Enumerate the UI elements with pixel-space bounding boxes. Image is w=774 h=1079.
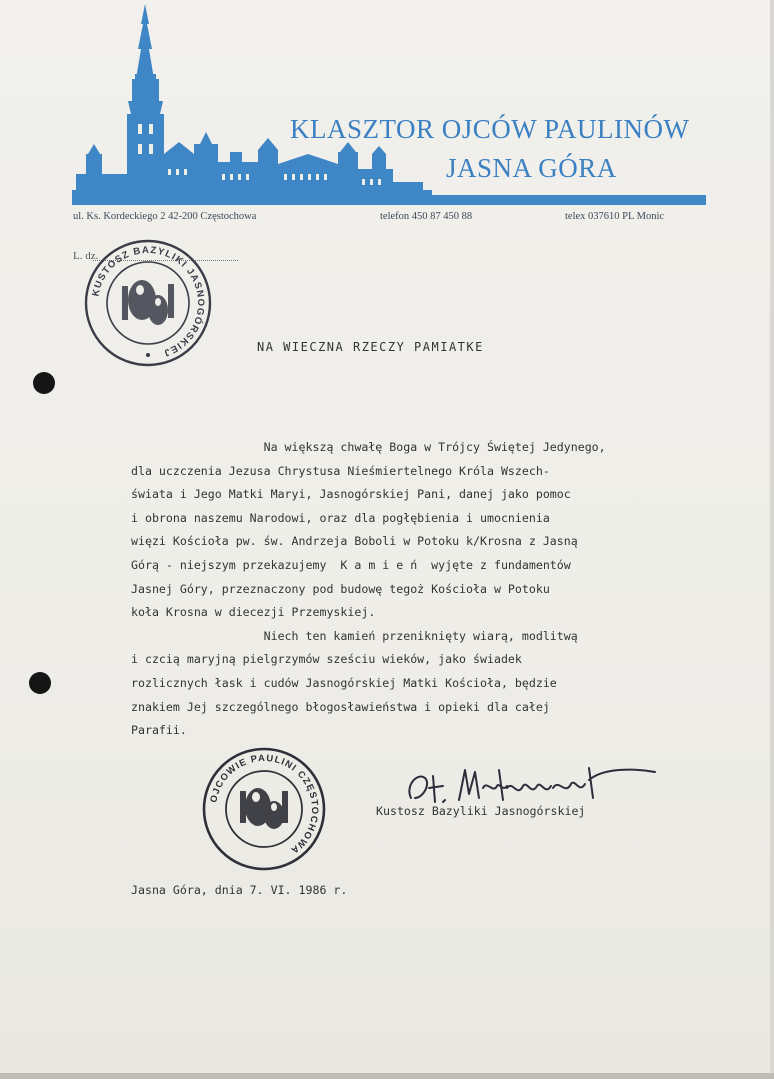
punch-hole-lower xyxy=(29,672,51,694)
punch-hole-upper xyxy=(33,372,55,394)
body-line: koła Krosna w diecezji Przemyskiej. xyxy=(131,605,376,620)
document-date: Jasna Góra, dnia 7. VI. 1986 r. xyxy=(131,883,348,897)
custodian-stamp-top xyxy=(82,238,214,368)
body-line: dla uczczenia Jezusa Chrystusa Nieśmiertelnego Króla Wszech- xyxy=(131,463,550,478)
monastery-stamp-bottom xyxy=(200,745,328,873)
body-line: Parafii. xyxy=(131,723,187,738)
document-body xyxy=(131,436,731,743)
body-line: i obrona naszemu Narodowi, oraz dla pogłębienia i umocnienia xyxy=(131,510,550,525)
signature-caption: Kustosz Bazyliki Jasnogórskiej xyxy=(376,804,586,818)
jasna-gora-monastery-logo xyxy=(72,4,432,204)
postal-address: ul. Ks. Kordeckiego 2 42-200 Częstochowa xyxy=(73,211,257,222)
body-line: i czcią maryjną pielgrzymów sześciu wieków, jako świadek xyxy=(131,652,522,667)
body-line: świata i Jego Matki Maryi, Jasnogórskiej Pani, danej jako pomoc xyxy=(131,487,571,502)
telex-number: telex 037610 PL Monic xyxy=(565,211,665,222)
monastery-title: KLASZTOR OJCÓW PAULINÓW xyxy=(290,114,690,144)
document-heading: NA WIECZNA RZECZY PAMIATKE xyxy=(257,340,484,354)
monastery-subtitle: JASNA GÓRA xyxy=(446,153,617,183)
body-line: Niech ten kamień przeniknięty wiarą, modlitwą xyxy=(131,628,578,643)
paper-edge-right xyxy=(770,0,774,1079)
body-line: znakiem Jej szczególnego błogosławieństwa i opieki dla całej xyxy=(131,699,550,714)
letterhead-rule xyxy=(72,195,706,205)
body-line: Na większą chwałę Boga w Trójcy Świętej Jedynego, xyxy=(131,440,606,454)
paper-edge-bottom xyxy=(0,1073,774,1079)
body-line: rozlicznych łask i cudów Jasnogórskiej Matki Kościoła, będzie xyxy=(131,675,557,690)
reference-label: L. dz. xyxy=(73,250,99,262)
phone-numbers: telefon 450 87 450 88 xyxy=(380,211,473,222)
body-line: Jasnej Góry, przeznaczony pod budowę tegoż Kościoła w Potoku xyxy=(131,581,550,596)
body-line: Górą - niejszym przekazujemy K a m i e ń wyjęte z fundamentów xyxy=(131,557,571,572)
body-line: więzi Kościoła pw. św. Andrzeja Boboli w Potoku k/Krosna z Jasną xyxy=(131,534,578,549)
stamp-top-text: KUSTOSZ BAZYLIKI JASNOGÓRSKIEJ xyxy=(90,244,207,359)
stamp-bottom-text: OJCOWIE PAULINI CZĘSTOCHOWA xyxy=(207,751,322,857)
